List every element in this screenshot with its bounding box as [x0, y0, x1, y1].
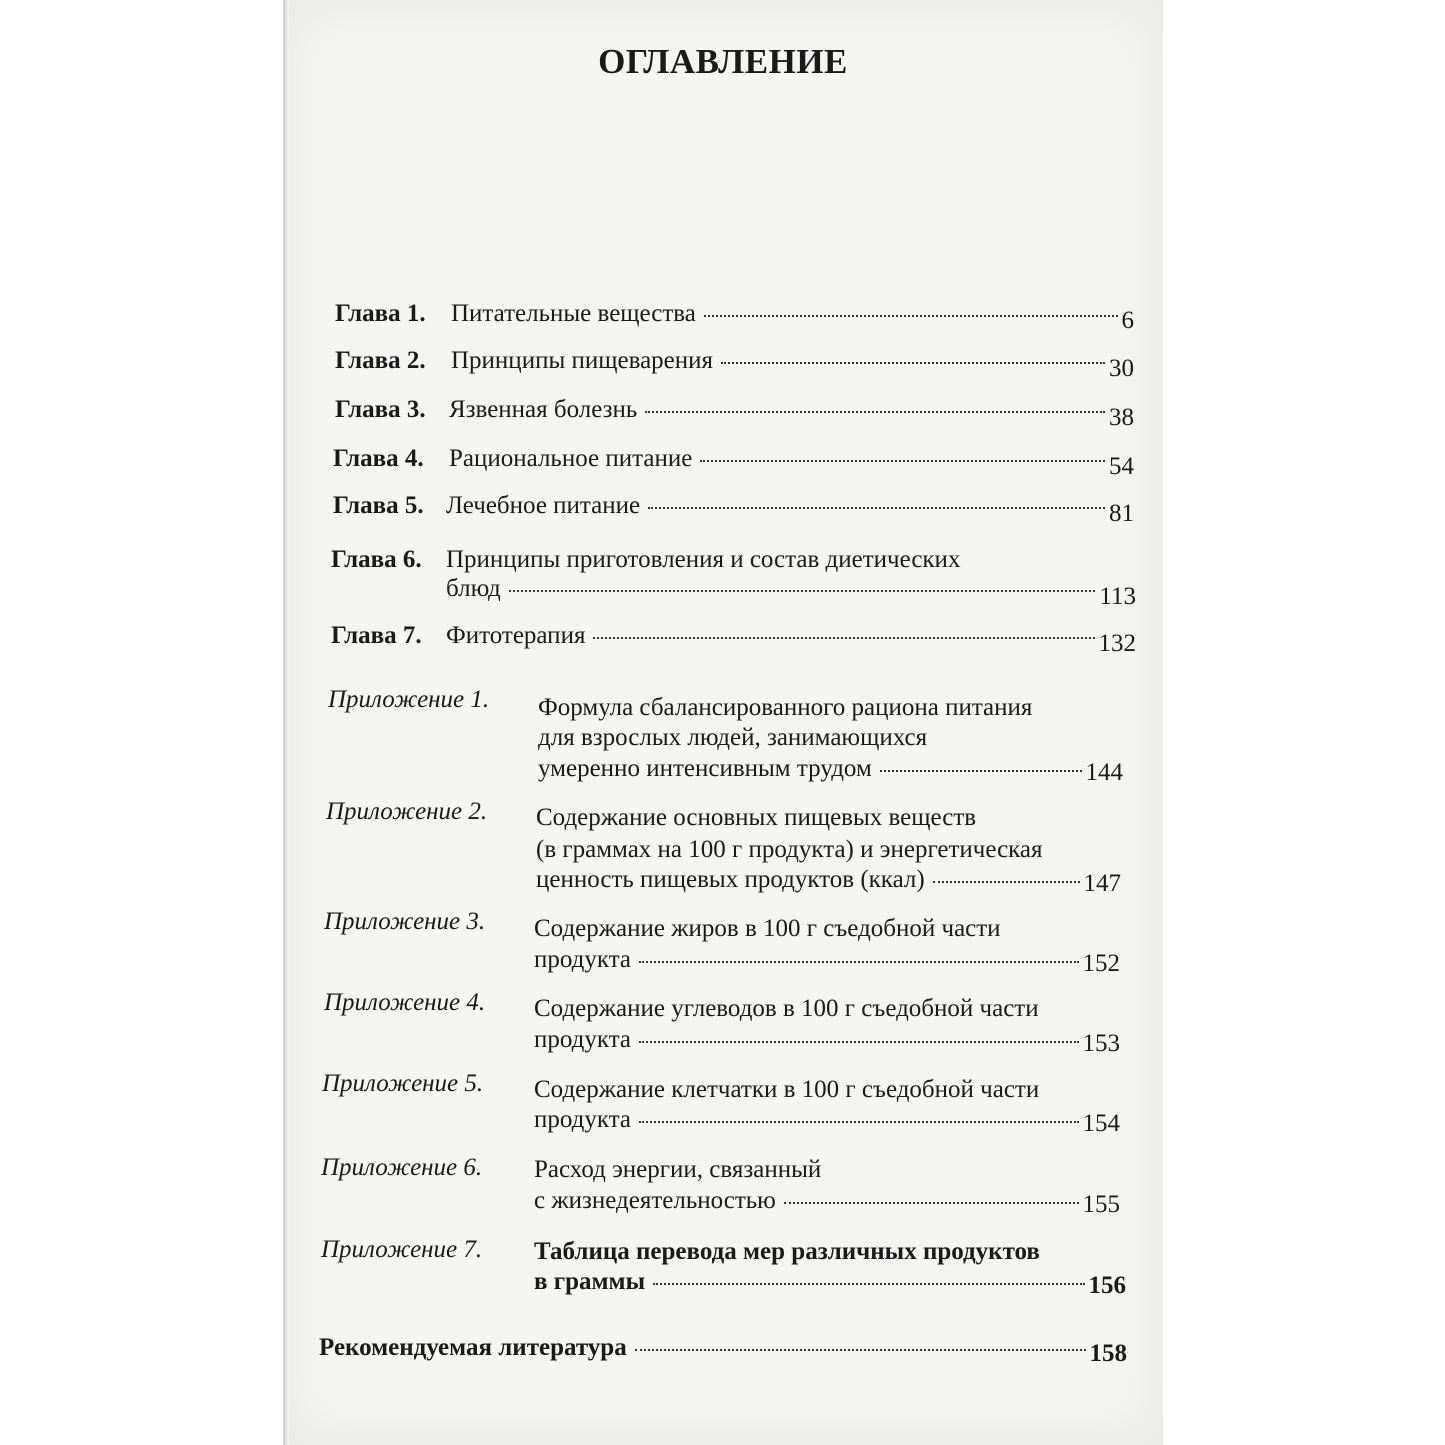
chapter-3-label: Глава 3.: [335, 396, 426, 423]
chapter-6-title-line-2: блюд: [446, 575, 501, 602]
appendix-6-label: Приложение 6.: [321, 1154, 483, 1181]
book-page: [283, 0, 1163, 1445]
appendix-2-page: 147: [1083, 870, 1121, 897]
appendix-5-title-line-1: Содержание клетчатки в 100 г съедобной части: [534, 1076, 1040, 1103]
appendix-1-page: 144: [1085, 759, 1123, 786]
literature-entry[interactable]: [319, 1332, 1127, 1367]
leader-dots: [784, 1202, 1079, 1204]
chapter-4-title: Рациональное питание: [449, 445, 693, 472]
appendix-6-title-line-1: Расход энергии, связанный: [534, 1156, 822, 1183]
chapter-4-label: Глава 4.: [333, 445, 424, 472]
chapter-7-page: 132: [1098, 630, 1136, 657]
appendix-2-entry[interactable]: [536, 864, 1121, 896]
leader-dots: [639, 1121, 1078, 1123]
chapter-7-title: Фитотерапия: [446, 622, 586, 649]
appendix-3-title-line-2: продукта: [534, 946, 632, 973]
chapter-3-page: 38: [1109, 404, 1134, 431]
appendix-4-title-line-2: продукта: [534, 1026, 632, 1053]
appendix-6-title-line-2: с жизнедеятельностью: [534, 1187, 776, 1214]
chapter-5-entry[interactable]: [446, 490, 1134, 527]
leader-dots: [704, 315, 1118, 317]
leader-dots: [721, 362, 1105, 364]
appendix-1-entry[interactable]: [538, 753, 1123, 785]
appendix-3-title-line-1: Содержание жиров в 100 г съедобной части: [534, 915, 1001, 942]
leader-dots: [933, 881, 1080, 883]
chapter-2-entry[interactable]: [451, 345, 1134, 382]
chapter-2-page: 30: [1109, 355, 1134, 382]
table-of-contents: [283, 0, 1163, 1445]
appendix-1-title-line-1: Формула сбалансированного рациона питания: [538, 694, 1033, 721]
appendix-4-entry[interactable]: [534, 1024, 1120, 1056]
appendix-5-label: Приложение 5.: [322, 1070, 484, 1097]
chapter-1-label: Глава 1.: [335, 300, 426, 327]
chapter-1-page: 6: [1121, 307, 1134, 334]
appendix-3-page: 152: [1082, 950, 1120, 977]
chapter-5-page: 81: [1109, 500, 1134, 527]
appendix-6-entry[interactable]: [534, 1185, 1120, 1217]
literature-page: 158: [1089, 1340, 1127, 1367]
appendix-7-title-line-1: Таблица перевода мер различных продуктов: [534, 1238, 1040, 1265]
leader-dots: [648, 507, 1105, 509]
chapter-5-label: Глава 5.: [333, 492, 424, 519]
leader-dots: [635, 1349, 1086, 1351]
appendix-6-page: 155: [1082, 1191, 1120, 1218]
appendix-5-entry[interactable]: [534, 1104, 1120, 1136]
appendix-2-title-line-1: Содержание основных пищевых веществ: [536, 804, 977, 831]
appendix-2-title-line-2: (в граммах на 100 г продукта) и энергетическая: [536, 836, 1043, 863]
appendix-1-label: Приложение 1.: [328, 686, 490, 713]
appendix-4-label: Приложение 4.: [324, 989, 486, 1016]
chapter-2-title: Принципы пищеварения: [451, 347, 714, 374]
page-title: ОГЛАВЛЕНИЕ: [598, 42, 848, 81]
appendix-2-title-line-3: ценность пищевых продуктов (ккал): [536, 866, 925, 893]
leader-dots: [639, 1041, 1078, 1043]
appendix-1-title-line-2: для взрослых людей, занимающихся: [538, 724, 928, 751]
leader-dots: [653, 1283, 1084, 1285]
chapter-6-label: Глава 6.: [331, 546, 422, 573]
leader-dots: [509, 590, 1096, 592]
appendix-7-page: 156: [1088, 1272, 1126, 1299]
chapter-1-title: Питательные вещества: [451, 300, 696, 327]
chapter-7-label: Глава 7.: [331, 622, 422, 649]
chapter-5-title: Лечебное питание: [446, 492, 641, 519]
chapter-2-label: Глава 2.: [335, 347, 426, 374]
chapter-4-entry[interactable]: [449, 443, 1134, 480]
appendix-7-title-line-2: в граммы: [534, 1268, 646, 1295]
chapter-3-entry[interactable]: [449, 394, 1134, 431]
leader-dots: [700, 460, 1105, 462]
appendix-5-title-line-2: продукта: [534, 1106, 632, 1133]
chapter-3-title: Язвенная болезнь: [449, 396, 638, 423]
appendix-3-entry[interactable]: [534, 944, 1120, 976]
leader-dots: [880, 770, 1082, 772]
leader-dots: [645, 411, 1105, 413]
appendix-4-page: 153: [1082, 1030, 1120, 1057]
chapter-1-entry[interactable]: [451, 298, 1134, 334]
appendix-4-title-line-1: Содержание углеводов в 100 г съедобной части: [534, 995, 1039, 1022]
appendix-1-title-line-3: умеренно интенсивным трудом: [538, 755, 872, 782]
appendix-2-label: Приложение 2.: [326, 798, 488, 825]
chapter-4-page: 54: [1109, 453, 1134, 480]
chapter-6-entry[interactable]: [446, 573, 1136, 610]
leader-dots: [639, 961, 1078, 963]
chapter-6-title-line-1: Принципы приготовления и состав диетических: [446, 546, 961, 573]
leader-dots: [593, 637, 1094, 639]
appendix-7-entry[interactable]: [534, 1266, 1126, 1298]
appendix-7-label: Приложение 7.: [321, 1236, 483, 1263]
chapter-7-entry[interactable]: [446, 620, 1136, 657]
chapter-6-page: 113: [1099, 583, 1136, 610]
appendix-5-page: 154: [1082, 1110, 1120, 1137]
appendix-3-label: Приложение 3.: [324, 908, 486, 935]
literature-title: Рекомендуемая литература: [319, 1334, 627, 1361]
